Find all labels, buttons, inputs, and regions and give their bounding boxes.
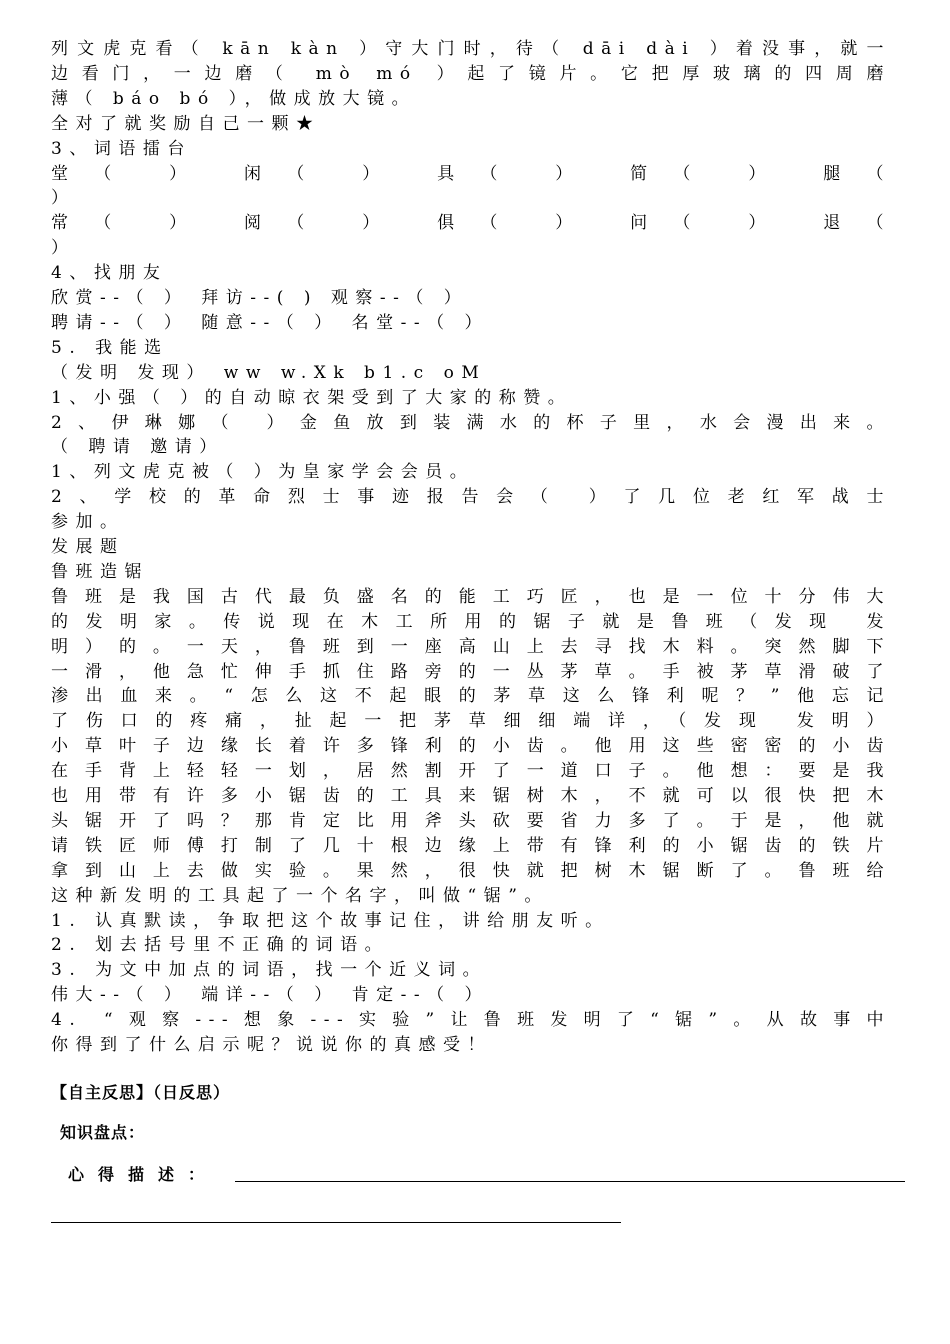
text-line: ） (51, 188, 76, 209)
text-line: 拿到山上去做实验。果然，很快就把树木锯断了。鲁班给 (51, 860, 891, 881)
text-line: 了伤口的疼痛，扯起一把茅草细细端详，（发现 发明） (51, 711, 891, 732)
text-line: 欣赏--（ ） 拜访--( ) 观察--（ ） (51, 288, 469, 308)
text-line: 参加。 (51, 512, 125, 533)
text-line: 3. 为文中加点的词语，找一个近义词。 (51, 960, 488, 981)
text-line: 在手背上轻轻一划，居然割开了一道口子。他想：要是我 (51, 761, 891, 782)
experience-answer-line[interactable] (235, 1181, 905, 1182)
text-line: 鲁班造锯 (51, 561, 149, 582)
text-line: 3、词语擂台 (51, 138, 192, 159)
knowledge-summary-label: 知识盘点： (60, 1123, 146, 1142)
text-line: 全对了就奖励自己一颗★ (51, 113, 321, 134)
text-line: 头锯开了吗？那肯定比用斧头砍要省力多了。于是，他就 (51, 810, 891, 831)
text-line: 一滑，他急忙伸手抓住路旁的一丛茅草。手被茅草滑破了 (51, 661, 891, 682)
text-line: 4. “观察---想象---实验”让鲁班发明了“锯”。从故事中 (51, 1010, 891, 1031)
text-line: 2、伊琳娜（ ）金鱼放到装满水的杯子里，水会漫出来。 (51, 412, 891, 433)
text-line: 列文虎克看（ kān kàn ）守大门时，待（ dāi dài ）着没事，就一 (51, 39, 891, 59)
text-line: 请铁匠师傅打制了几十根边缘上带有锋利的小锯齿的铁片 (51, 835, 891, 856)
text-line: 边看门，一边磨（ mò mó ）起了镜片。它把厚玻璃的四周磨 (51, 63, 891, 84)
text-line: 伟大--（ ） 端详--（ ） 肯定--（ ） (51, 985, 489, 1006)
text-line: 的发明家。传说现在木工所用的锯子就是鲁班（发现 发 (51, 611, 891, 632)
experience-answer-line-2[interactable] (51, 1222, 621, 1223)
text-line: 这种新发明的工具起了一个名字，叫做“锯”。 (51, 885, 549, 906)
text-line: 1、列文虎克被（ ）为皇家学会会员。 (51, 462, 475, 483)
text-line: 鲁班是我国古代最负盛名的能工巧匠，也是一位十分伟大 (51, 586, 891, 607)
text-line: 聘请--（ ） 随意--（ ） 名堂--（ ） (51, 312, 489, 333)
reflection-title: 【自主反思】（日反思） (51, 1083, 231, 1102)
text-line: （发明 发现） ww w.Xk b1.c oM (51, 362, 487, 383)
experience-label: 心得描述： (68, 1165, 219, 1184)
text-line: 明）的。一天，鲁班到一座高山上去寻找木料。突然脚下 (51, 636, 891, 657)
text-line: 薄（ báo bó ），做成放大镜。 (51, 88, 417, 109)
text-line: 1. 认真默读，争取把这个故事记住，讲给朋友听。 (51, 910, 610, 931)
text-line: 常（ ） 阅（ ） 俱（ ） 问（ ） 退（ (51, 213, 891, 234)
text-line: ） (51, 238, 76, 259)
text-line: 发展题 (51, 537, 125, 557)
text-line: 1、小强（ ）的自动晾衣架受到了大家的称赞。 (51, 387, 573, 408)
text-line: 小草叶子边缘长着许多锋利的小齿。他用这些密密的小齿 (51, 736, 891, 757)
text-line: 也用带有许多小锯齿的工具来锯树木，不就可以很快把木 (51, 786, 891, 806)
text-line: 堂（ ） 闲（ ） 具（ ） 简（ ） 腿（ (51, 163, 891, 184)
text-line: （ 聘请 邀请） (51, 437, 224, 458)
text-line: 你得到了什么启示呢？说说你的真感受！ (51, 1035, 492, 1055)
text-line: 2、学校的革命烈士事迹报告会（ ）了几位老红军战士 (51, 487, 891, 508)
text-line: 2. 划去括号里不正确的词语。 (51, 935, 390, 956)
text-line: 4、找朋友 (51, 263, 168, 284)
text-line: 5. 我能选 (51, 337, 169, 358)
text-line: 渗出血来。“怎么这不起眼的茅草这么锋利呢？”他忘记 (51, 686, 891, 707)
